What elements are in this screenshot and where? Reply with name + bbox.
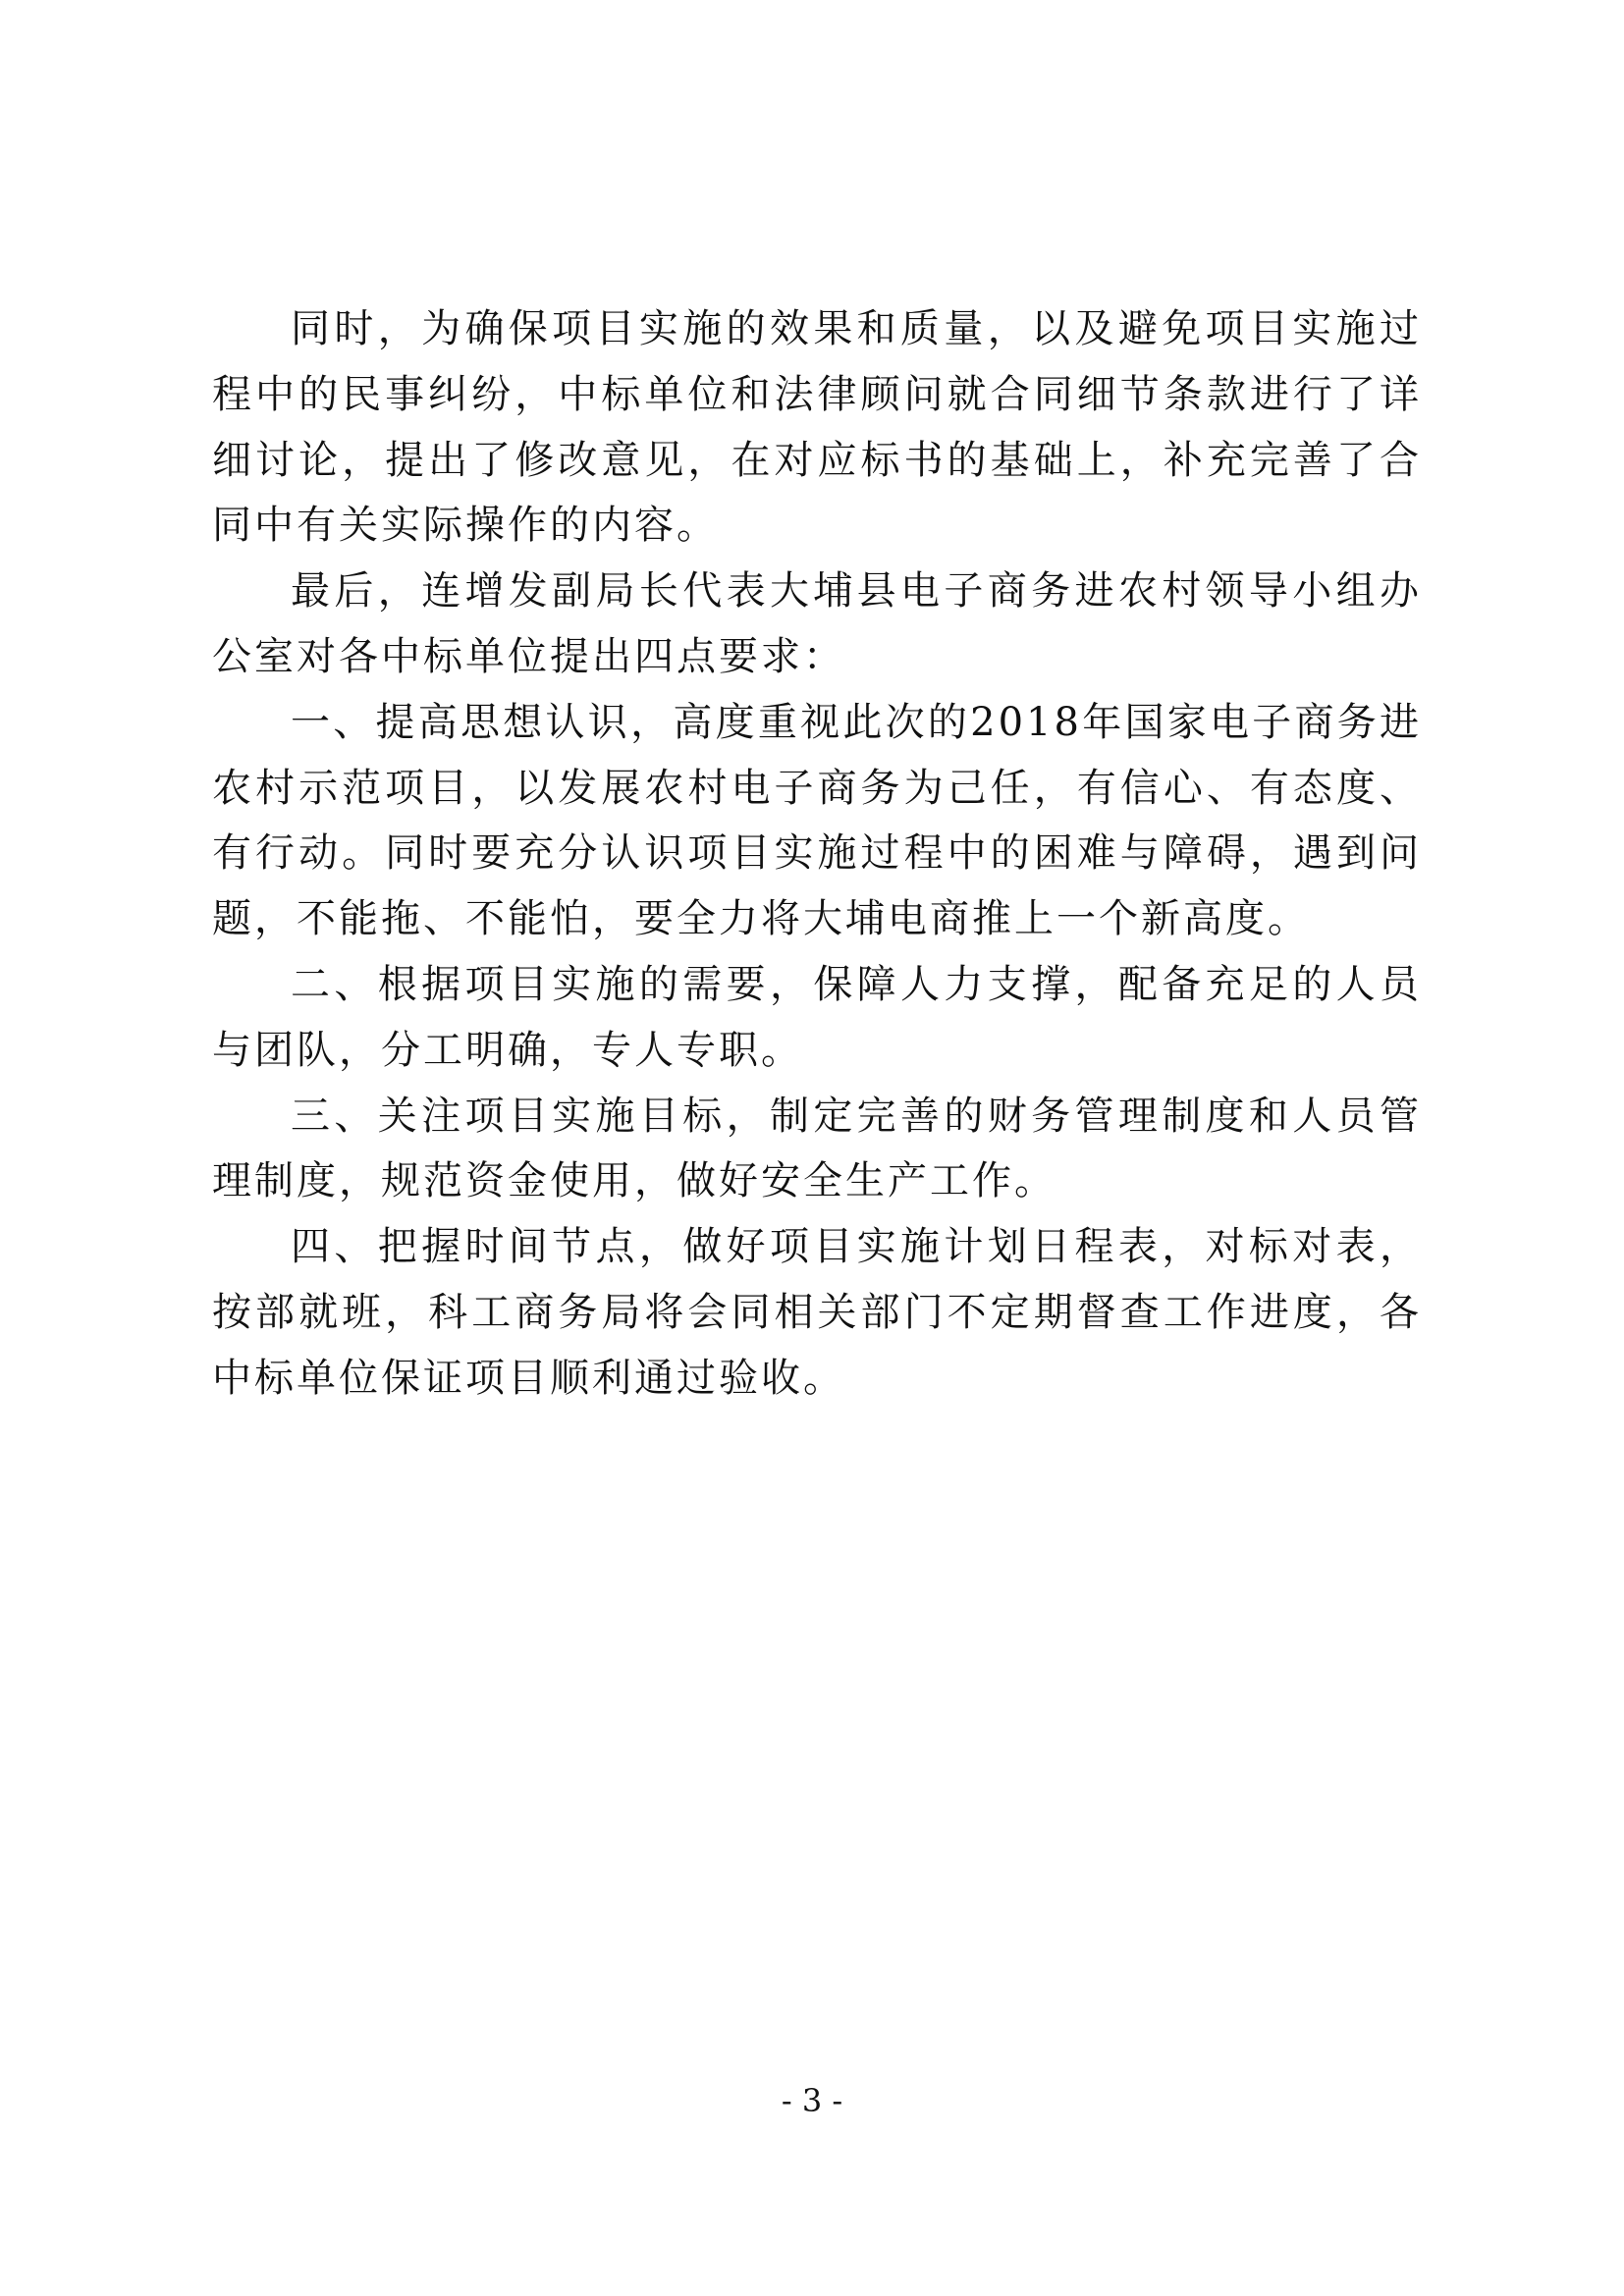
paragraph-requirement-1: 一、提高思想认识，高度重视此次的2018年国家电子商务进农村示范项目，以发展农村电子商务为己任，有信心、有态度、有行动。同时要充分认识项目实施过程中的困难与障碍，遇到问题，不能拖、不能怕，要全力将大埔电商推上一个新高度。: [212, 699, 1422, 942]
paragraph-contract-discussion: 同时，为确保项目实施的效果和质量，以及避免项目实施过程中的民事纠纷，中标单位和法律顾问就合同细节条款进行了详细讨论，提出了修改意见，在对应标书的基础上，补充完善了合同中有关实际操作的内容。: [212, 306, 1422, 549]
document-body: [212, 296, 1422, 1412]
paragraph-requirement-4: 四、把握时间节点，做好项目实施计划日程表，对标对表，按部就班，科工商务局将会同相关部门不定期督查工作进度，各中标单位保证项目顺利通过验收。: [212, 1224, 1422, 1401]
paragraph-requirements-intro: 最后，连增发副局长代表大埔县电子商务进农村领导小组办公室对各中标单位提出四点要求：: [212, 568, 1422, 679]
paragraph-requirement-2: 二、根据项目实施的需要，保障人力支撑，配备充足的人员与团队，分工明确，专人专职。: [212, 961, 1422, 1073]
page-number: - 3 -: [781, 2082, 843, 2119]
paragraph-requirement-3: 三、关注项目实施目标，制定完善的财务管理制度和人员管理制度，规范资金使用，做好安全生产工作。: [212, 1093, 1422, 1204]
